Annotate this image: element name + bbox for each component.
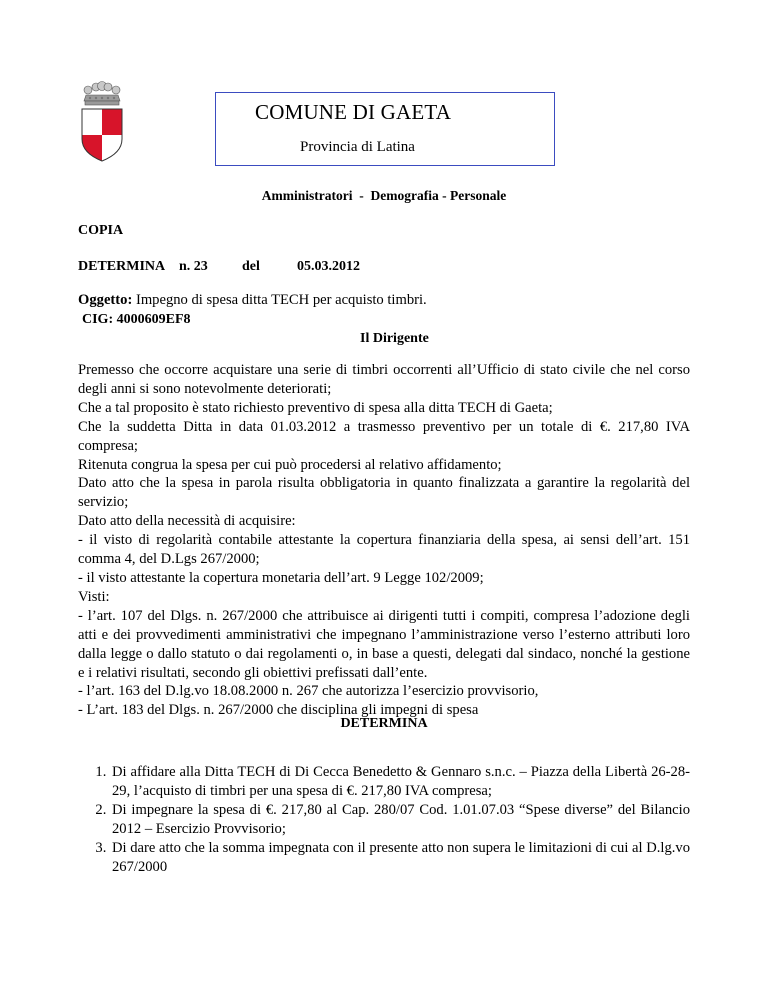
paragraph: - il visto attestante la copertura monetaria dell’art. 9 Legge 102/2009; [78,569,484,586]
copy-label: COPIA [78,223,124,238]
cig-code: CIG: 4000609EF8 [82,312,191,327]
paragraph: Premesso che occorre acquistare una serie di timbri occorrenti all’Ufficio di stato civile che nel corso degli anni si sono notevolmente deteriorati; [78,362,690,397]
list-item: 2. Di impegnare la spesa di €. 217,80 al Cap. 280/07 Cod. 1.01.07.03 “Spese diverse” del Bilancio 2012 – Esercizio Provvisorio; [110,801,690,839]
determina-del: del [242,259,260,274]
determina-date: 05.03.2012 [297,259,360,274]
subject-label: Oggetto: [78,292,133,308]
paragraph: Dato atto della necessità di acquisire: [78,513,296,530]
paragraph: Che la suddetta Ditta in data 01.03.2012 a trasmesso preventivo per un totale di €. 217,80 IVA compresa; [78,418,690,454]
determina-section-title: DETERMINA [340,716,428,731]
coat-of-arms-icon [78,81,126,163]
province-name: Provincia di Latina [300,139,415,155]
decisions-list [78,763,690,876]
premises-body [78,361,690,720]
determina-label: DETERMINA [78,259,166,274]
paragraph: - l’art. 163 del D.lg.vo 18.08.2000 n. 267 che autorizza l’esercizio provvisorio, [78,683,539,700]
subject-text: Impegno di spesa ditta TECH per acquisto timbri. [132,292,427,308]
municipality-name: COMUNE DI GAETA [255,100,452,124]
subject-line [78,292,427,309]
paragraph: Visti: [78,588,110,605]
paragraph: Ritenuta congrua la spesa per cui può procedersi al relativo affidamento; [78,456,502,473]
signatory-label: Il Dirigente [360,331,429,346]
list-item: 1. Di affidare alla Ditta TECH di Di Cecca Benedetto & Gennaro s.n.c. – Piazza della Libertà 26-28-29, l’acquisto di timbri per una spesa di €. 217,80 IVA compresa; [110,763,690,801]
department-line: Amministratori - Demografia - Personale [261,188,507,203]
list-item: 3. Di dare atto che la somma impegnata con il presente atto non supera le limitazioni di cui al D.lg.vo 267/2000 [110,839,690,877]
determina-number: n. 23 [179,259,208,274]
paragraph: - il visto di regolarità contabile attestante la copertura finanziaria della spesa, ai sensi dell’art. 151 comma 4, del D.Lgs 267/2000; [78,532,690,568]
paragraph: - L’art. 183 del Dlgs. n. 267/2000 che disciplina gli impegni di spesa [78,702,479,719]
paragraph: Che a tal proposito è stato richiesto preventivo di spesa alla ditta TECH di Gaeta; [78,399,553,416]
paragraph: - l’art. 107 del Dlgs. n. 267/2000 che attribuisce ai dirigenti tutti i compiti, compresa l’adozione degli atti e dei provvedimenti amministrativi che impegnano l’amministrazione verso l’esterno attributi loro dalla legge o dallo statuto o dai regolamenti o, in base a questi, delegati dal sindaco, nonché la gestione e i relativi risultati, secondo gli obiettivi prefissati dall’ente. [78,607,690,681]
paragraph: Dato atto che la spesa in parola risulta obbligatoria in quanto finalizzata a garantire la regolarità del servizio; [78,475,690,511]
